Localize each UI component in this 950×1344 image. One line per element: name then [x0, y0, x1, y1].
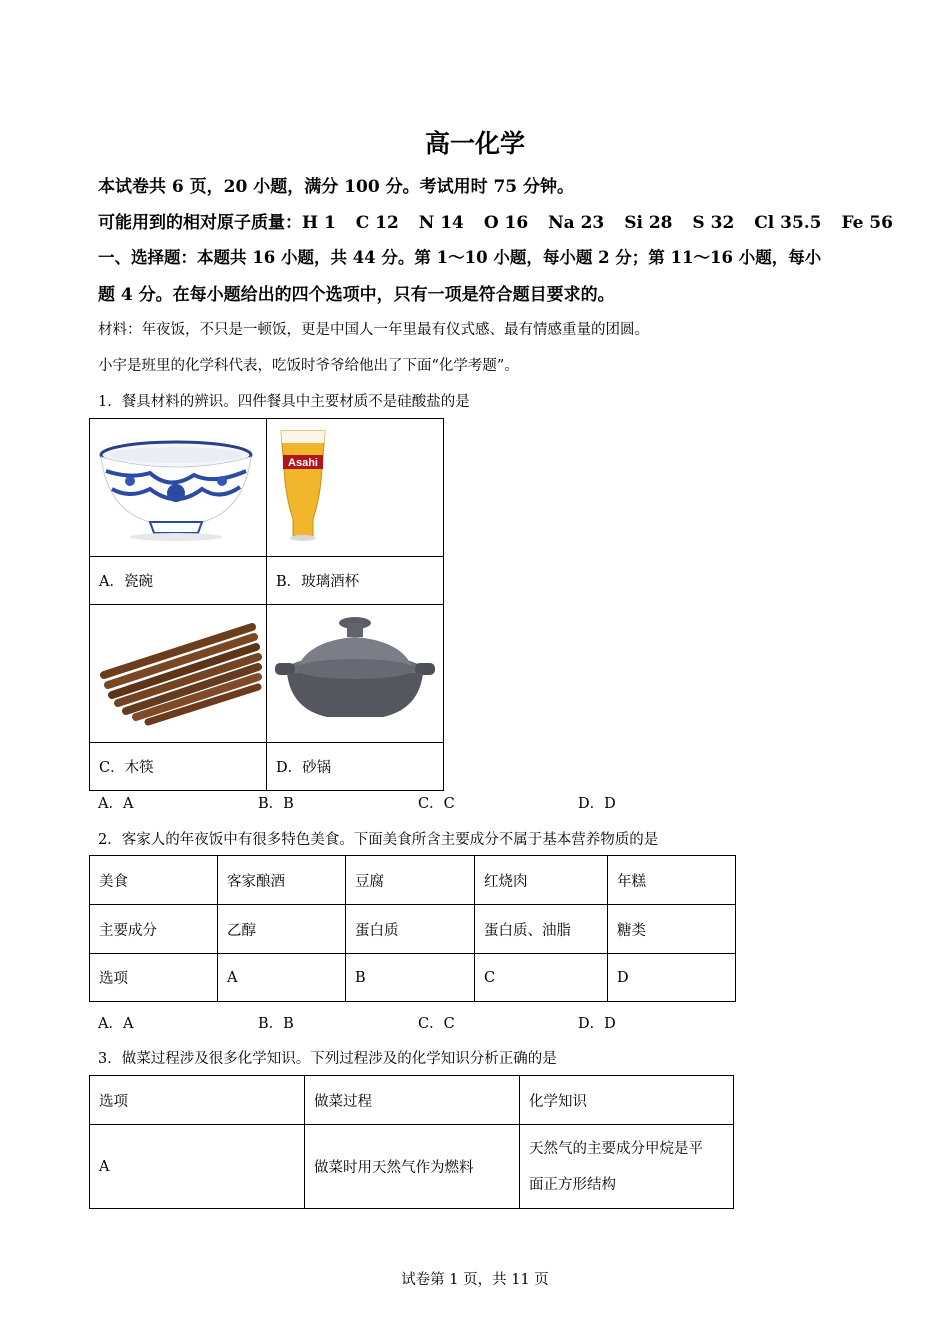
q2-cell-component-3: 蛋白质、油脂	[475, 905, 608, 954]
q2-cell-option-b: B	[346, 954, 475, 1002]
atomic-mass-fe: Fe 56	[841, 213, 893, 233]
q2-stem: 2．客家人的年夜饭中有很多特色美食。下面美食所含主要成分不属于基本营养物质的是	[98, 832, 659, 848]
q3-table	[89, 1075, 734, 1209]
q2-cell-component-1: 乙醇	[218, 905, 346, 954]
q3-row-a-knowledge-line1: 天然气的主要成分甲烷是平	[529, 1140, 703, 1157]
q1-option-d[interactable]: D．D	[578, 796, 616, 812]
q2-option-a[interactable]: A．A	[98, 1016, 134, 1032]
q2-cell-food-2: 豆腐	[346, 856, 475, 905]
beer-glass-icon	[267, 419, 443, 552]
q2-cell-option-d: D	[608, 954, 736, 1002]
q2-option-c[interactable]: C．C	[418, 1016, 455, 1032]
atomic-mass-c: C 12	[355, 213, 399, 233]
q1-option-b[interactable]: B．B	[258, 796, 294, 812]
q3-header-knowledge: 化学知识	[520, 1076, 734, 1125]
q1-image-cell-a	[90, 419, 267, 557]
q1-image-cell-d	[267, 605, 444, 743]
q1-image-cell-b	[267, 419, 444, 557]
q1-option-c[interactable]: C．C	[418, 796, 455, 812]
atomic-mass-o: O 16	[483, 213, 529, 233]
q3-row-a-process: 做菜时用天然气作为燃料	[305, 1125, 520, 1209]
q2-cell-option-header: 选项	[90, 954, 218, 1002]
section-heading-line1: 一、选择题：本题共 16 小题，共 44 分。第 1～10 小题，每小题 2 分；第 11～16 小题，每小	[98, 248, 822, 267]
q3-stem: 3．做菜过程涉及很多化学知识。下列过程涉及的化学知识分析正确的是	[98, 1051, 557, 1067]
q2-cell-option-a: A	[218, 954, 346, 1002]
q2-cell-header: 美食	[90, 856, 218, 905]
atomic-mass-label: 可能用到的相对原子质量：	[98, 213, 302, 233]
q1-stem: 1．餐具材料的辨识。四件餐具中主要材质不是硅酸盐的是	[98, 394, 470, 410]
q2-cell-food-4: 年糕	[608, 856, 736, 905]
q1-label-b: B．玻璃酒杯	[267, 557, 444, 605]
q2-option-b[interactable]: B．B	[258, 1016, 294, 1032]
atomic-mass-line	[98, 208, 893, 233]
atomic-mass-n: N 14	[418, 213, 464, 233]
q2-cell-food-3: 红烧肉	[475, 856, 608, 905]
exam-info: 本试卷共 6 页，20 小题，满分 100 分。考试用时 75 分钟。	[98, 177, 575, 197]
atomic-mass-s: S 32	[692, 213, 735, 233]
atomic-mass-na: Na 23	[548, 213, 605, 233]
q1-label-c: C．木筷	[90, 743, 267, 791]
material-text-line1: 材料：年夜饭，不只是一顿饭，更是中国人一年里最有仪式感、最有情感重量的团圆。	[98, 322, 649, 338]
q1-label-d: D．砂锅	[267, 743, 444, 791]
q3-header-option: 选项	[90, 1076, 305, 1125]
q1-table	[89, 418, 444, 791]
clay-pot-icon	[267, 605, 443, 738]
q2-table	[89, 855, 736, 1002]
atomic-mass-h: H 1	[302, 213, 336, 233]
q3-header-process: 做菜过程	[305, 1076, 520, 1125]
q1-label-a: A．瓷碗	[90, 557, 267, 605]
material-text-line2: 小宇是班里的化学科代表，吃饭时爷爷给他出了下面“化学考题”。	[98, 358, 519, 374]
q2-cell-component-header: 主要成分	[90, 905, 218, 954]
q3-row-a-knowledge-line2: 面正方形结构	[529, 1176, 616, 1193]
q2-cell-option-c: C	[475, 954, 608, 1002]
atomic-mass-cl: Cl 35.5	[754, 213, 822, 233]
atomic-mass-si: Si 28	[624, 213, 673, 233]
q3-row-a-option: A	[90, 1125, 305, 1209]
q1-option-a[interactable]: A．A	[98, 796, 134, 812]
chopsticks-icon	[90, 605, 266, 738]
porcelain-bowl-icon	[90, 419, 266, 552]
q3-row-a-knowledge	[520, 1125, 734, 1209]
q2-option-d[interactable]: D．D	[578, 1016, 616, 1032]
page-footer: 试卷第 1 页，共 11 页	[401, 1272, 549, 1288]
q2-cell-component-2: 蛋白质	[346, 905, 475, 954]
section-heading-line2: 题 4 分。在每小题给出的四个选项中，只有一项是符合题目要求的。	[98, 285, 615, 305]
asahi-logo: Asahi	[288, 457, 318, 469]
q1-image-cell-c	[90, 605, 267, 743]
q2-cell-food-1: 客家酿酒	[218, 856, 346, 905]
q2-cell-component-4: 糖类	[608, 905, 736, 954]
page-title: 高一化学	[424, 129, 525, 158]
